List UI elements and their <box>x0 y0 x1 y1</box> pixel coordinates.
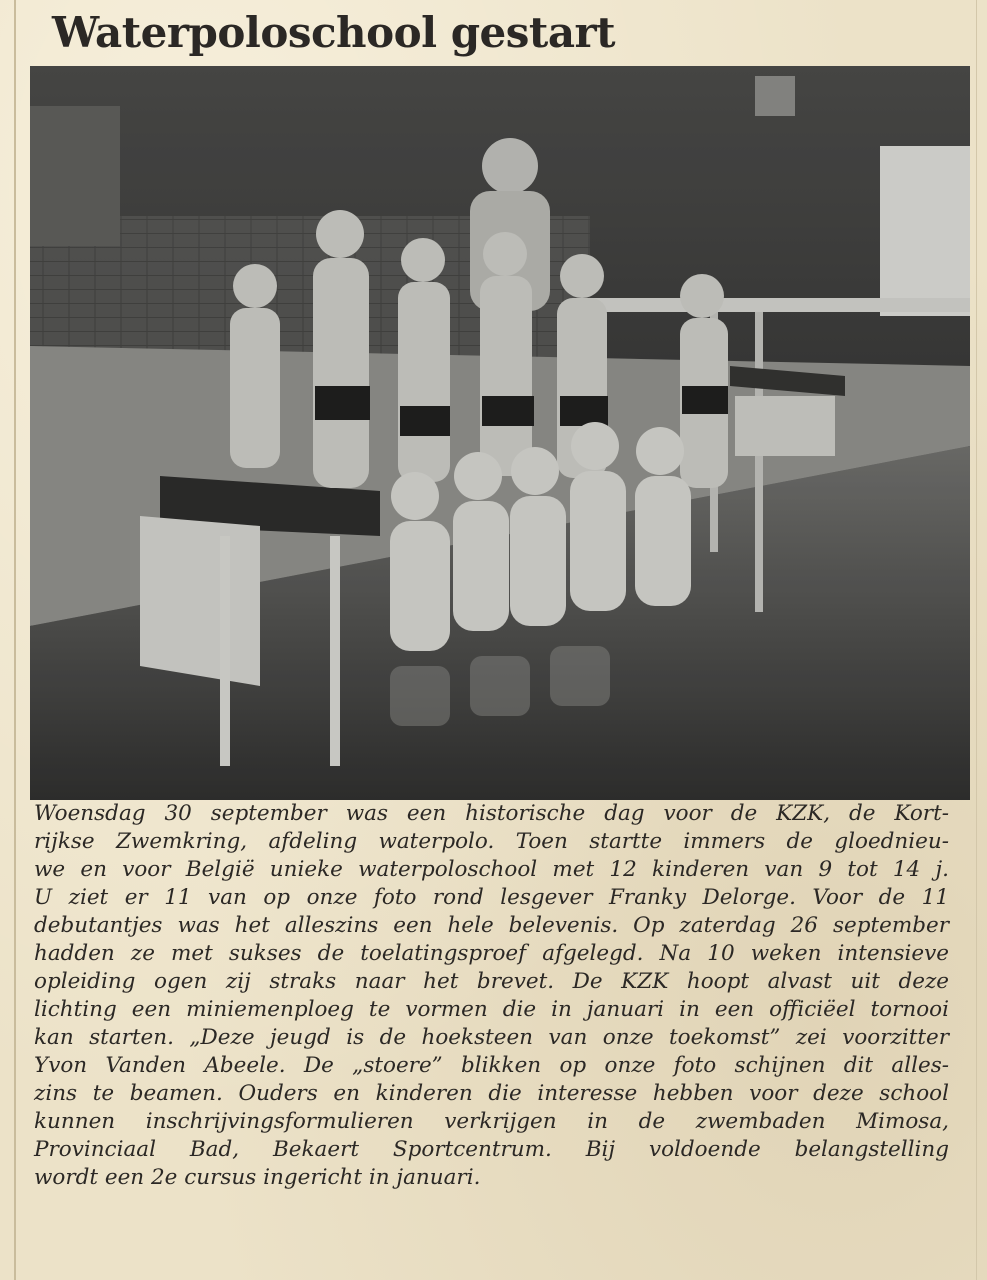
headline: Waterpoloschool gestart <box>52 8 616 57</box>
article-line: U ziet er 11 van op onze foto rond lesgever Franky Delorge. Voor de 11 <box>34 885 949 910</box>
article-line: kan starten. „Deze jeugd is de hoeksteen van onze toekomst” zei voorzitter <box>34 1025 949 1050</box>
article-line: zins te beamen. Ouders en kinderen die interesse hebben voor deze school <box>34 1081 949 1106</box>
article-line: hadden ze met sukses de toelatingsproef afgelegd. Na 10 weken intensieve <box>34 941 949 966</box>
group-photo-icon <box>30 66 970 800</box>
article-line: lichting een miniemenploeg te vormen die in januari in een officiëel tornooi <box>34 997 949 1022</box>
group-photo <box>30 66 970 800</box>
article-line: Woensdag 30 september was een historische dag voor de KZK, de Kort- <box>34 801 949 826</box>
article-line: opleiding ogen zij straks naar het brevet. De KZK hoopt alvast uit deze <box>34 969 949 994</box>
article-line: Provinciaal Bad, Bekaert Sportcentrum. Bij voldoende belangstelling <box>34 1137 949 1162</box>
clipping-edge-right <box>976 0 977 1280</box>
article-line: we en voor België unieke waterpoloschool met 12 kinderen van 9 tot 14 j. <box>34 857 949 882</box>
article-line: Yvon Vanden Abeele. De „stoere” blikken op onze foto schijnen dit alles- <box>34 1053 949 1078</box>
clipping-edge-left <box>14 0 16 1280</box>
article-body <box>34 800 949 1192</box>
article-line: rijkse Zwemkring, afdeling waterpolo. Toen startte immers de gloednieu- <box>34 829 949 854</box>
article-line: debutantjes was het alleszins een hele belevenis. Op zaterdag 26 september <box>34 913 949 938</box>
article-line: kunnen inschrijvingsformulieren verkrijgen in de zwembaden Mimosa, <box>34 1109 949 1134</box>
article-line: wordt een 2e cursus ingericht in januari. <box>34 1165 481 1190</box>
